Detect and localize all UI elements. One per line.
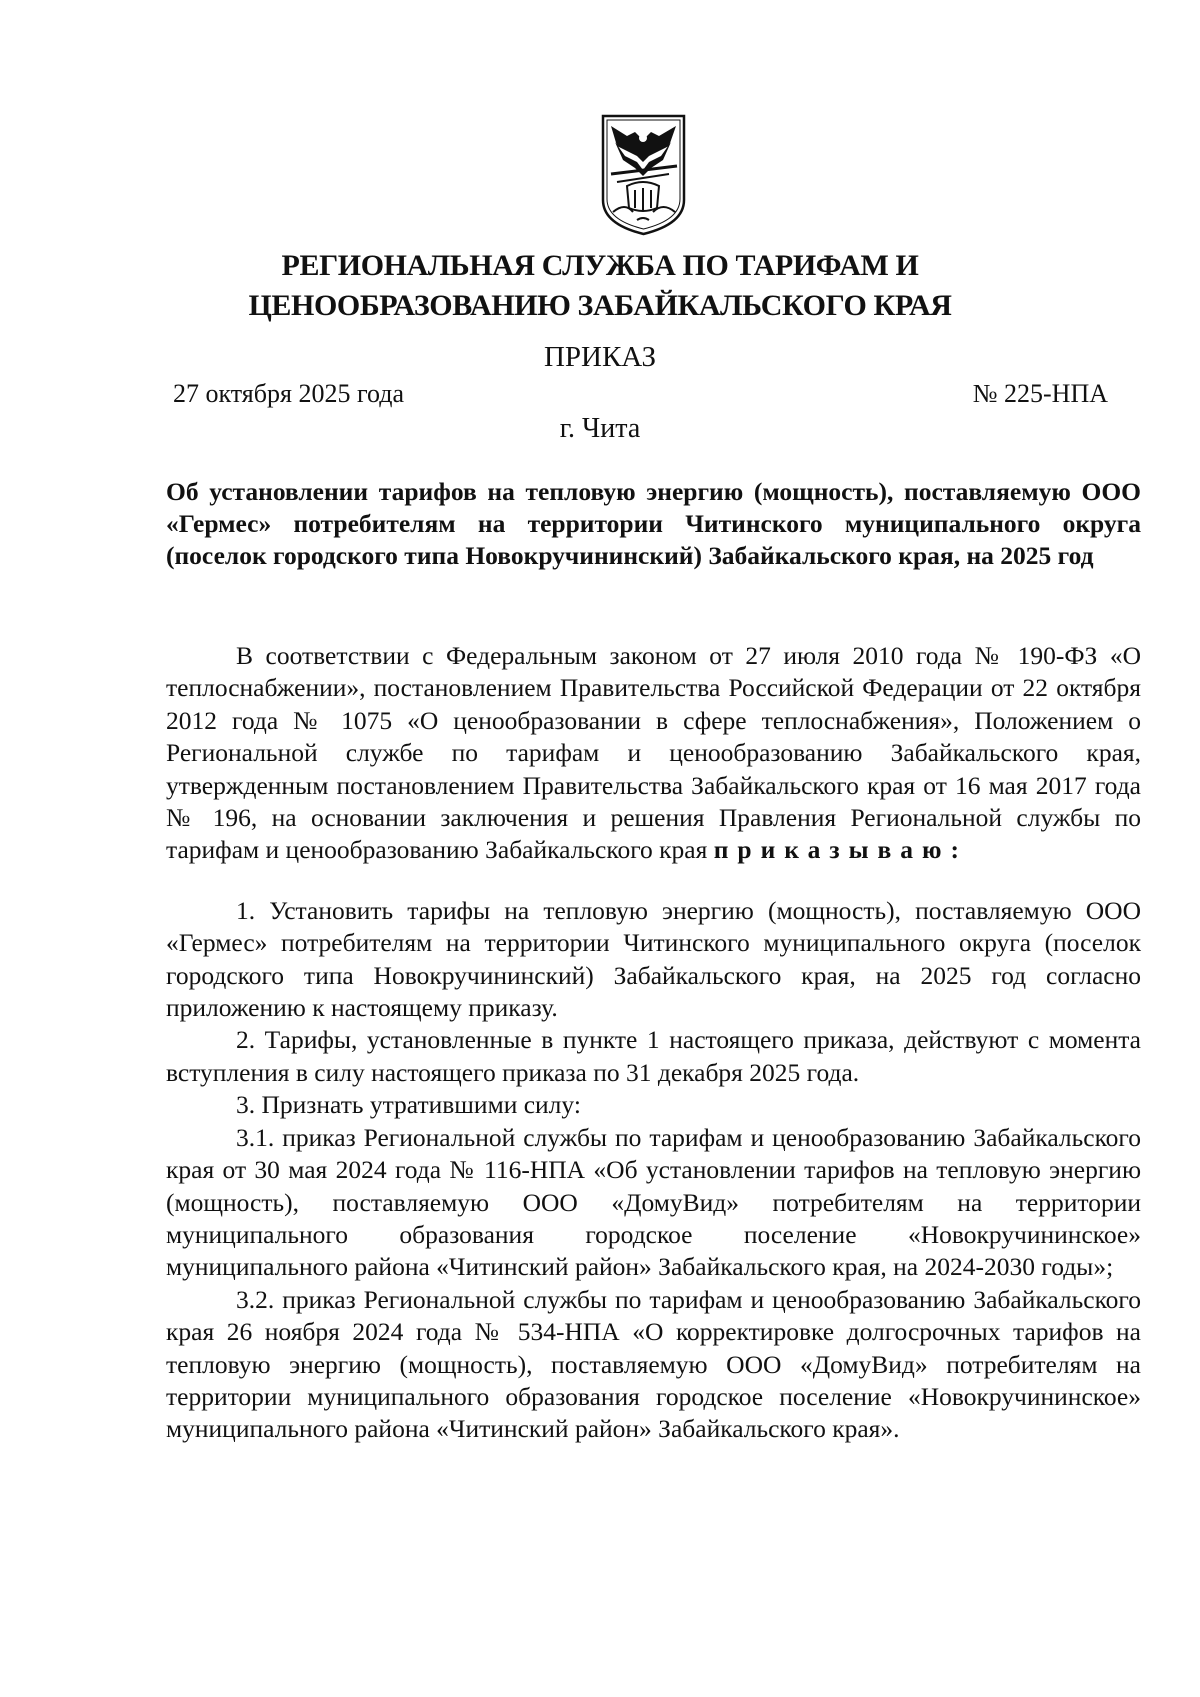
item-2-paragraph: 2. Тарифы, установленные в пункте 1 настоящего приказа, действуют с момента вступления в силу настоящего приказа по 31 декабря 2025 года. — [166, 1025, 1141, 1087]
preamble-text: В соответствии с Федеральным законом от 27 июля 2010 года № 190-ФЗ «О теплоснабжении», постановлением Правительства Российской Федерации от 22 октября 2012 года № 1075 «О ценообразовании в сфере теплоснабжения», Положением о Региональной службе по тарифам и ценообразованию Забайкальского края, утвержденным постановлением Правительства Забайкальского края от 16 мая 2017 года № 196, на основании заключения и решения Правления Региональной службы по тарифам и ценообразованию Забайкальского края — [166, 641, 1141, 865]
document-type: ПРИКАЗ — [543, 341, 657, 373]
document-number: № 225-НПА — [972, 379, 1108, 408]
item-3-1-paragraph: 3.1. приказ Региональной службы по тарифам и ценообразованию Забайкальского края от 30 мая 2024 года № 116-НПА «Об установлении тарифов на тепловую энергию (мощность), поставляемую ООО «ДомуВид» потребителям на территории муниципального образования городское поселение «Новокручининское» муниципального района «Читинский район» Забайкальского края, на 2024-2030 годы»; — [166, 1122, 1141, 1282]
coat-of-arms-icon — [597, 112, 690, 237]
item-1-paragraph: 1. Установить тарифы на тепловую энергию (мощность), поставляемую ООО «Гермес» потребителям на территории Читинского муниципального округа (поселок городского типа Новокручининский) Забайкальского края, на 2025 год согласно приложению к настоящему приказу. — [166, 895, 1141, 1023]
preamble-paragraph — [166, 640, 1141, 867]
document-city: г. Чита — [559, 413, 641, 444]
organization-name — [0, 246, 1200, 326]
document-date: 27 октября 2025 года — [173, 379, 404, 408]
order-word: приказываю: — [713, 835, 968, 865]
document-body — [166, 640, 1141, 1446]
organization-name-line2: ЦЕНООБРАЗОВАНИЮ ЗАБАЙКАЛЬСКОГО КРАЯ — [248, 289, 952, 322]
document-title: Об установлении тарифов на тепловую энергию (мощность), поставляемую ООО «Гермес» потребителям на территории Читинского муниципального округа (поселок городского типа Новокручининский) Забайкальского края, на 2025 год — [166, 477, 1141, 570]
organization-name-line1: РЕГИОНАЛЬНАЯ СЛУЖБА ПО ТАРИФАМ И — [281, 249, 919, 282]
item-3-paragraph: 3. Признать утратившими силу: — [236, 1090, 581, 1120]
item-3-2-paragraph: 3.2. приказ Региональной службы по тарифам и ценообразованию Забайкальского края 26 ноября 2024 года № 534-НПА «О корректировке долгосрочных тарифов на тепловую энергию (мощность), поставляемую ООО «ДомуВид» потребителям на территории муниципального образования городское поселение «Новокручининское» муниципального района «Читинский район» Забайкальского края». — [166, 1284, 1141, 1444]
